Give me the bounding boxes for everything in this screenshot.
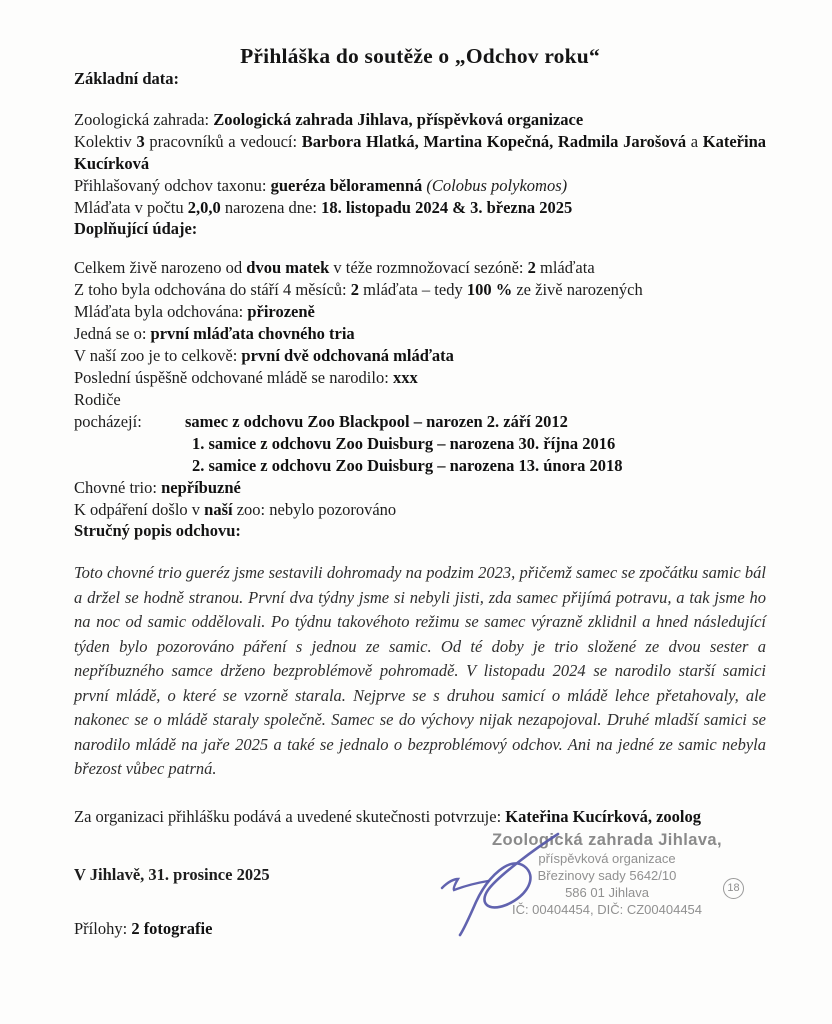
- stamp-number-badge: 18: [723, 878, 744, 899]
- field-taxon: [74, 175, 766, 197]
- zoo-stamp: [462, 830, 752, 918]
- form-title: Přihláška do soutěže o „Odchov roku“: [240, 44, 600, 68]
- stamp-city: 586 01 Jihlava: [565, 885, 649, 900]
- form-content: [74, 0, 766, 940]
- field-young: [74, 197, 766, 219]
- field-born-mid: v téže rozmnožovací sezóně:: [329, 258, 528, 277]
- basic-section-heading: Základní data:: [74, 69, 179, 88]
- field-pairing-pre: K odpáření došlo v: [74, 500, 205, 519]
- field-team-mid: pracovníků a vedoucí:: [144, 132, 302, 151]
- stamp-ids: IČ: 00404454, DIČ: CZ00404454: [511, 902, 703, 917]
- field-pairing-our: naší: [204, 500, 233, 519]
- field-parents-label: Rodiče pocházejí:: [74, 390, 142, 431]
- field-reared-post: ze živě narozených: [512, 280, 643, 299]
- attachments-value: 2 fotografie: [131, 918, 213, 938]
- submitter-label: Za organizaci přihlášku podává a uvedené skutečnosti potvrzuje:: [74, 806, 506, 826]
- place-date-line: V Jihlavě, 31. prosince 2025: [74, 864, 270, 884]
- field-born-mothers: dvou matek: [246, 258, 330, 277]
- submitter-value: Kateřina Kucírková, zoolog: [505, 806, 701, 826]
- field-team-count: 3: [136, 132, 145, 151]
- field-taxon-value: gueréza běloramenná: [270, 176, 423, 195]
- field-reared: [74, 279, 766, 301]
- field-born-post: mláďata: [535, 258, 595, 277]
- field-reared-pre: Z toho byla odchována do stáří 4 měsíců:: [74, 280, 351, 299]
- field-born-count: 2: [527, 258, 536, 277]
- field-reared-mid: mláďata – tedy: [359, 280, 467, 299]
- attachments-line: [74, 918, 766, 940]
- field-young-dates: 18. listopadu 2024 & 3. března 2025: [321, 198, 573, 217]
- stamp-street: Březinovy sady 5642/10: [537, 868, 677, 883]
- basic-section: [74, 109, 766, 219]
- field-trio-label: Chovné trio:: [74, 478, 162, 497]
- field-team-pre: Kolektiv: [74, 132, 137, 151]
- field-parents: [74, 389, 766, 433]
- details-section: [74, 257, 766, 521]
- field-firstof-value: první mláďata chovného tria: [150, 324, 355, 343]
- field-young-pre: Mláďata v počtu: [74, 198, 188, 217]
- field-trio: [74, 477, 766, 499]
- field-team: [74, 131, 766, 175]
- stamp-org-name: Zoologická zahrada Jihlava,: [492, 831, 722, 849]
- field-last-value: xxx: [392, 368, 418, 387]
- field-parents-female2: [192, 455, 766, 477]
- field-zoo: [74, 109, 766, 131]
- field-pairing-post: zoo: nebylo pozorováno: [232, 500, 397, 519]
- field-taxon-latin: Colobus polykomos: [431, 176, 562, 195]
- details-section-heading: Doplňující údaje:: [74, 219, 198, 238]
- stamp-org-type: příspěvková organizace: [538, 851, 676, 866]
- field-zoo-label: Zoologická zahrada:: [74, 110, 214, 129]
- field-reared-count: 2: [350, 280, 360, 299]
- field-method: [74, 301, 766, 323]
- field-last-label: Poslední úspěšně odchované mládě se narodilo:: [74, 368, 393, 387]
- field-reared-percent: 100 %: [466, 280, 513, 299]
- field-last: [74, 367, 766, 389]
- field-born: [74, 257, 766, 279]
- field-taxon-paren-open: (: [422, 176, 432, 195]
- field-born-pre: Celkem živě narozeno od: [74, 258, 247, 277]
- field-young-count: 2,0,0: [187, 198, 221, 217]
- field-firstof: [74, 323, 766, 345]
- field-taxon-label: Přihlašovaný odchov taxonu:: [74, 176, 271, 195]
- submitter-line: [74, 806, 766, 828]
- field-zootot-value: první dvě odchovaná mláďata: [241, 346, 454, 365]
- field-parents-female1: [192, 433, 766, 455]
- field-zootot: [74, 345, 766, 367]
- description-text: Toto chovné trio gueréz jsme sestavili dohromady na podzim 2023, přičemž samec se zpočátku samic bál a držel se hodně stranou. První dva týdny jsme si nebyli jisti, zda samec přijímá potravu, a tak jsme ho na noc od samic oddělovali. Po týdnu takovéhoto režimu se samec výrazně zklidnil a hned následující týden bylo pozorováno páření s jednou ze samic. Od té doby je trio složené ze dvou sester a nepříbuzného samce drženo bezproblémově pohromadě. V listopadu 2024 se narodilo starší samici první mládě, o které se vzorně starala. Nejprve se s druhou samicí o mládě lehce přetahovaly, ale nakonec se o mládě staraly společně. Samec se do výchovy nijak nezapojoval. Druhé mladší samici se narodilo mládě na jaře 2025 a také se jednalo o bezproblémový odchov. Ani na jedné ze samic nebyla březost vůbec patrná.: [74, 563, 766, 778]
- field-trio-value: nepříbuzné: [161, 478, 241, 497]
- description-section-heading: Stručný popis odchovu:: [74, 521, 241, 540]
- field-method-value: přirozeně: [247, 302, 315, 321]
- field-pairing: [74, 499, 766, 521]
- attachments-label: Přílohy:: [74, 918, 132, 938]
- field-team-conj: a: [686, 132, 703, 151]
- field-parents-female1-value: 1. samice z odchovu Zoo Duisburg – narozena 30. října 2016: [192, 434, 616, 453]
- field-parents-male: samec z odchovu Zoo Blackpool – narozen 2. září 2012: [185, 412, 568, 431]
- field-zootot-label: V naší zoo je to celkově:: [74, 346, 242, 365]
- field-firstof-label: Jedná se o:: [74, 324, 151, 343]
- field-zoo-value: Zoologická zahrada Jihlava, příspěvková organizace: [213, 110, 584, 129]
- field-team-names: Barbora Hlatká, Martina Kopečná, Radmila Jarošová: [301, 132, 687, 151]
- field-team-lead: Kateřina Kucírková: [74, 132, 767, 173]
- field-parents-female2-value: 2. samice z odchovu Zoo Duisburg – narozena 13. února 2018: [192, 456, 623, 475]
- field-taxon-paren-close: ): [561, 176, 568, 195]
- field-method-label: Mláďata byla odchována:: [74, 302, 248, 321]
- field-young-mid: narozena dne:: [220, 198, 322, 217]
